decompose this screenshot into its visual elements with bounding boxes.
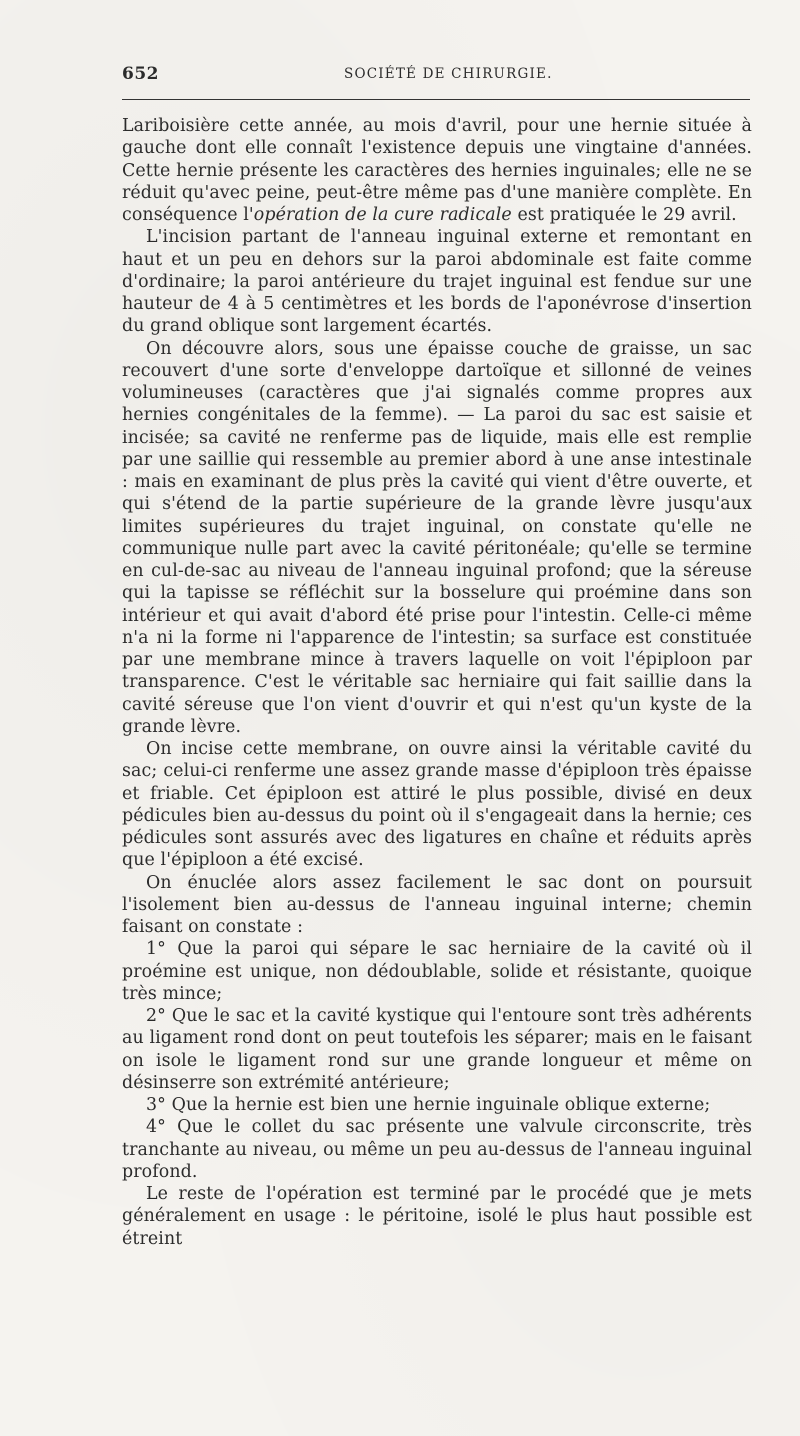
list-item-3: 3° Que la hernie est bien une hernie inguinale oblique externe; xyxy=(146,1095,711,1115)
paragraph-3: On découvre alors, sous une épaisse couche de graisse, un sac recouvert d'une sorte d'enveloppe dartoïque et sillonné de veines volumineuses (caractères que j'ai signalés comme propres aux hernies congénitales de la femme). — La paroi du sac est saisie et incisée; sa cavité ne renferme pas de liquide, mais elle est remplie par une saillie qui ressemble au premier abord à une anse intestinale : mais en examinant de plus près la cavité qui vient d'être ouverte, et qui s'étend de la partie supérieure de la grande lèvre jusqu'aux limites supérieures du trajet inguinal, on constate qu'elle ne communique nulle part avec la cavité péritonéale; qu'elle se termine en cul-de-sac au niveau de l'anneau inguinal profond; que la séreuse qui la tapisse se réfléchit sur la bosselure qui proémine dans son intérieur et qui avait d'abord été prise pour l'intestin. Celle-ci même n'a ni la forme ni l'apparence de l'intestin; sa surface est constituée par une membrane mince à travers laquelle on voit l'épiploon par transparence. C'est le véritable sac herniaire qui fait saillie dans la cavité séreuse que l'on vient d'ouvrir et qui n'est qu'un kyste de la grande lèvre. xyxy=(122,338,752,737)
paragraph-2: L'incision partant de l'anneau inguinal externe et remontant en haut et un peu en dehors sur la paroi abdominale est faite comme d'ordinaire; la paroi antérieure du trajet inguinal est fendue sur une hauteur de 4 à 5 centimètres et les bords de l'aponévrose d'insertion du grand oblique sont largement écartés. xyxy=(122,227,752,337)
list-item-2: 2° Que le sac et la cavité kystique qui l'entoure sont très adhérents au ligament rond dont on peut toutefois les séparer; mais en le faisant on isole le ligament rond sur une grande longueur et même on désinserre son extrémité antérieure; xyxy=(122,1006,752,1093)
running-head: SOCIÉTÉ DE CHIRURGIE. xyxy=(344,66,553,82)
italic-phrase: opération de la cure radicale xyxy=(253,205,512,225)
paragraph-5: On énuclée alors assez facilement le sac dont on poursuit l'isolement bien au-dessus de l'anneau inguinal interne; chemin faisant on constate : xyxy=(122,872,752,937)
page-header xyxy=(122,62,752,90)
body-text xyxy=(122,115,752,1250)
page-number: 652 xyxy=(122,64,159,84)
list-item-4: 4° Que le collet du sac présente une valvule circonscrite, très tranchante au niveau, ou même un peu au-dessus de l'anneau inguinal profond. xyxy=(122,1117,752,1182)
list-item-1: 1° Que la paroi qui sépare le sac herniaire de la cavité où il proémine est unique, non dédoublable, solide et résistante, quoique très mince; xyxy=(122,939,752,1004)
paragraph-1: Lariboisière cette année, au mois d'avril, pour une hernie située à gauche dont elle connaît l'existence depuis une vingtaine d'années. Cette hernie présente les caractères des hernies inguinales; elle ne se réduit qu'avec peine, peut-être même pas d'une manière complète. En conséquence l'opération de la cure radicale est pratiquée le 29 avril. xyxy=(122,116,752,225)
paragraph-4: On incise cette membrane, on ouvre ainsi la véritable cavité du sac; celui-ci renferme une assez grande masse d'épiploon très épaisse et friable. Cet épiploon est attiré le plus possible, divisé en deux pédicules bien au-dessus du point où il s'engageait dans la hernie; ces pédicules sont assurés avec des ligatures en chaîne et réduits après que l'épiploon a été excisé. xyxy=(122,739,752,871)
header-rule xyxy=(122,99,750,100)
paragraph-6: Le reste de l'opération est terminé par le procédé que je mets généralement en usage : le péritoine, isolé le plus haut possible est étreint xyxy=(122,1184,752,1249)
